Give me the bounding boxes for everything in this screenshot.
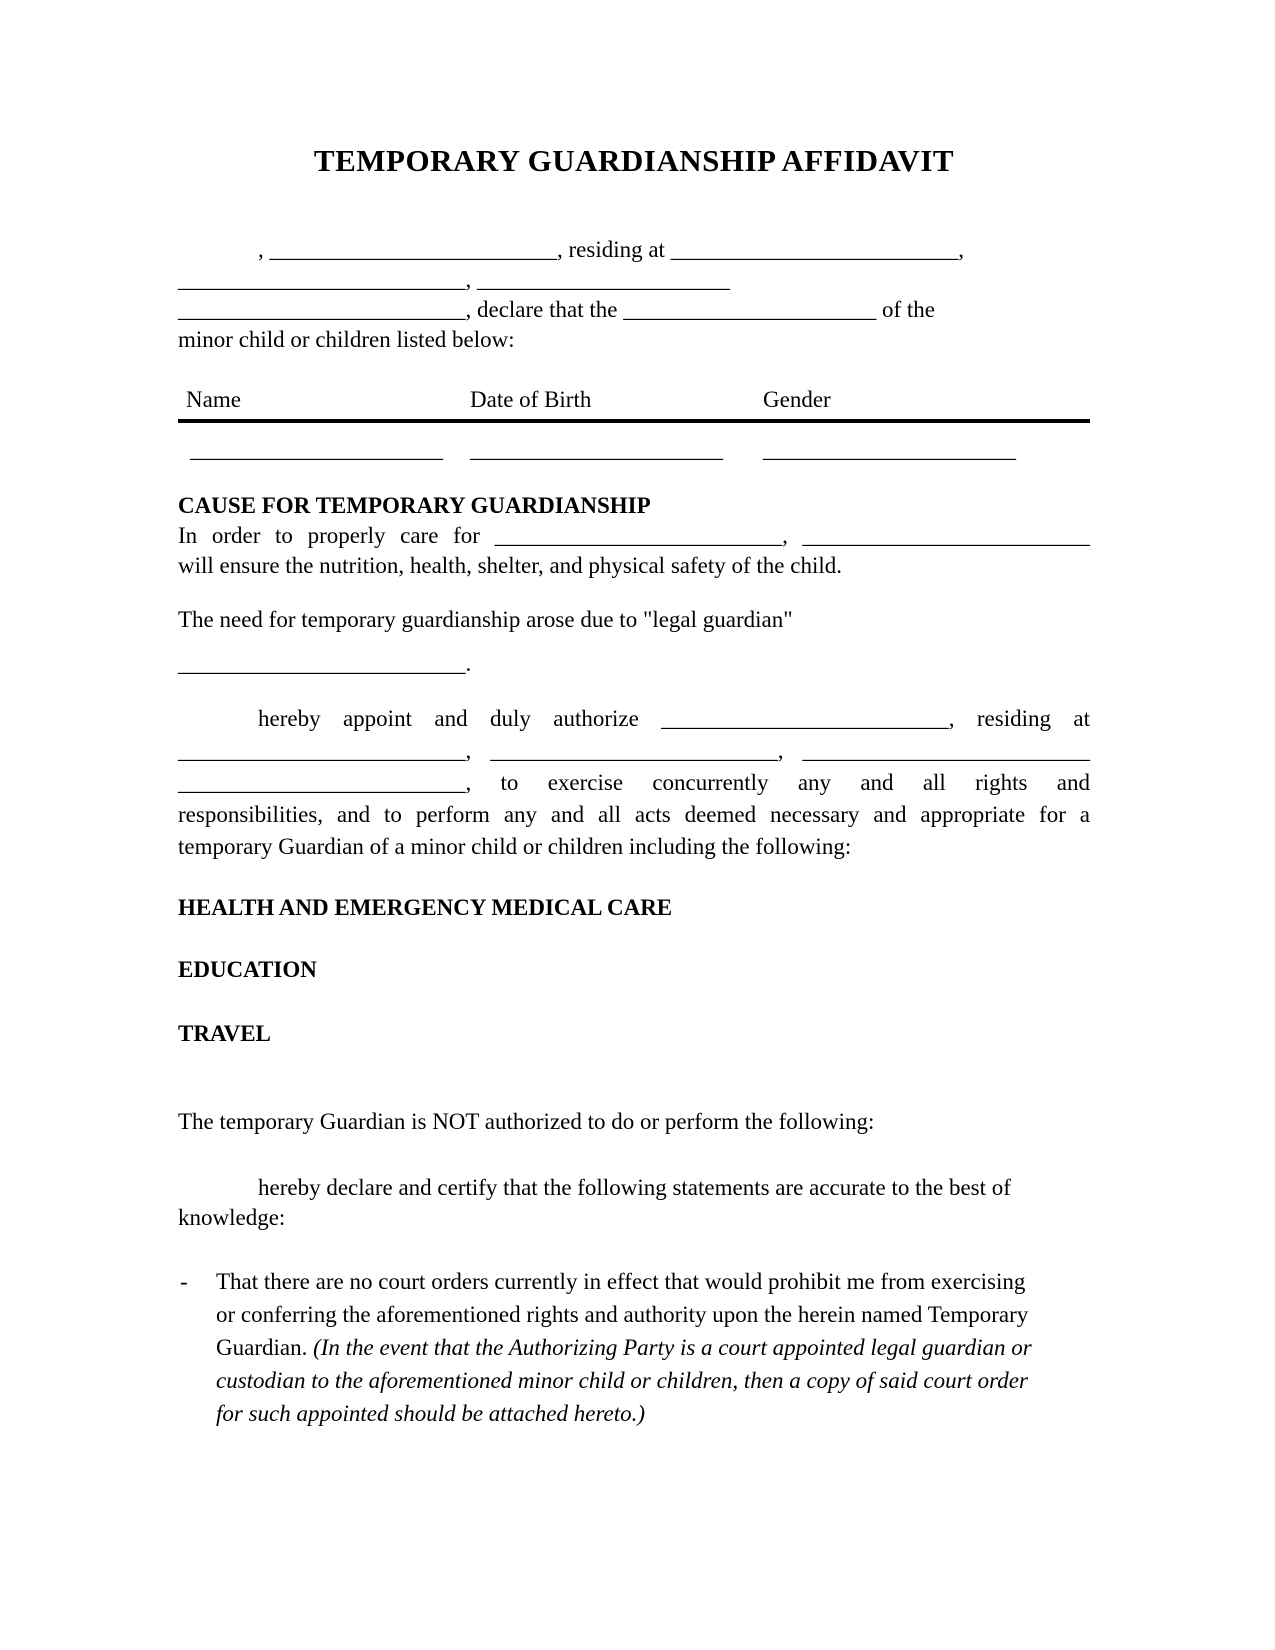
name-blank-field: ______________________ [190,437,443,462]
need-blank-field: _________________________. [178,651,472,676]
appointment-paragraph [178,703,1090,863]
intro-line-3: _________________________, declare that the ______________________ of the [178,297,935,322]
children-table [178,385,1090,465]
date-of-birth-blank-field: ______________________ [470,437,723,462]
section-heading-travel: TRAVEL [178,1021,271,1046]
declaration-paragraph: hereby declare and certify that the following statements are accurate to the best of knowledge: [178,1175,1011,1230]
statement-item [178,1265,1090,1430]
restrictions-line: The temporary Guardian is NOT authorized to do or perform the following: [178,1109,875,1134]
cause-section [178,491,1090,679]
section-heading-health: HEALTH AND EMERGENCY MEDICAL CARE [178,895,673,920]
intro-line-4: minor child or children listed below: [178,327,515,352]
intro-line-1: , _________________________, residing at _________________________, [258,237,964,262]
column-header-name: Name [186,387,241,412]
table-row [178,435,1090,465]
section-heading-education: EDUCATION [178,957,317,982]
gender-blank-field: ______________________ [763,437,1016,462]
appointment-line-3: _________________________, to exercise concurrently any and all rights and [178,770,1090,795]
intro-line-2: _________________________, ______________________ [178,267,730,292]
table-header-rule [178,419,1090,423]
bullet-marker: - [180,1269,188,1294]
cause-line-2: will ensure the nutrition, health, shelter, and physical safety of the child. [178,553,842,578]
cause-section-heading: CAUSE FOR TEMPORARY GUARDIANSHIP [178,493,651,518]
statement-text-italic: (In the event that the Authorizing Party is a court appointed legal guardian or custodian to the aforementioned minor child or children, then a copy of said court order for such appointed should be attached hereto.) [216,1335,1032,1426]
appointment-line-2: _________________________, _________________________, _________________________ [178,738,1090,763]
column-header-gender: Gender [763,387,831,412]
children-table-header [178,385,1090,415]
column-header-date-of-birth: Date of Birth [470,387,592,412]
appointment-line-1: hereby appoint and duly authorize _________________________, residing at [258,706,1090,731]
cause-line-1: In order to properly care for _________________________, _________________________ [178,523,1090,548]
need-line: The need for temporary guardianship arose due to "legal guardian" [178,607,793,632]
appointment-line-5: temporary Guardian of a minor child or children including the following: [178,834,852,859]
appointment-line-4: responsibilities, and to perform any and all acts deemed necessary and appropriate for a [178,802,1090,827]
statements-list [178,1265,1090,1430]
statement-text-normal: That there are no court orders currently in effect that would prohibit me from exercising or conferring the aforementioned rights and authority upon the herein named Temporary Guardian. [216,1269,1029,1360]
document-title: TEMPORARY GUARDIANSHIP AFFIDAVIT [313,143,955,178]
intro-paragraph [178,235,1090,355]
